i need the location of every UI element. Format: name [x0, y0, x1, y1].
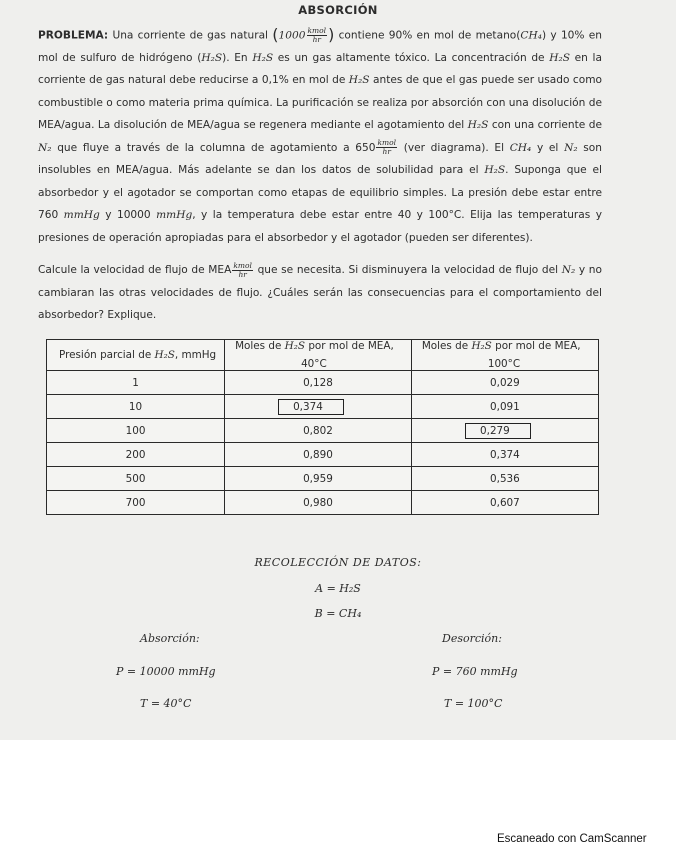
problem-text: , y la temperatura debe estar entre 40 y 100°C. Elija las temperaturas y presiones de operación apropiadas para el absorbedor y el agotador (pueden ser diferentes). [38, 209, 603, 244]
desorption-label: Desorción: [442, 632, 502, 645]
formula-n2: N₂ [561, 264, 576, 276]
unit-denominator: hr [312, 34, 321, 44]
absorption-pressure: P = 10000 mmHg [116, 665, 216, 678]
problem-statement: PROBLEMA: Una corriente de gas natural (1000 $\frac{\text{kmol}}{hr}$ ) contiene 90% en mol de metano(CH₄) y 10% en mol de sulfuro de hidrógeno (H₂S). En H₂S es un gas altamente tóxico. La concentración de H₂S en la corriente de gas natural debe reducirse a 0,1% en mol de H₂S antes de que el gas puede ser usado como combustible o como materia prima química. La purificación se realiza por absorción con una disolución de MEA/agua. La disolución de MEA/agua se regenera mediante el agotamiento del H₂S con una corriente de N₂ que fluye a través de la columna de agotamiento a 650 $\frac{\text{kmol}}{hr}$ (ver diagrama). El CH₄ y el N₂ son insolubles en MEA/agua. Más adelante se dan los datos de solubilidad para el H₂S. Suponga que el absorbedor y el agotador se comportan como etapas de equilibrio simples. La presión debe estar entre 760 mmHg y 10000 mmHg, y la temperatura debe estar entre 40 y 100°C. Elija las temperaturas y presiones de operación apropiadas para el absorbedor y el agotador (pueden ser diferentes). [38, 25, 603, 244]
problem-text: contiene 90% en mol de metano( [334, 29, 521, 42]
formula-h2s: H₂S [154, 349, 175, 361]
unit-mmhg: mmHg [63, 209, 100, 222]
question-text: Calcule la velocidad de flujo de MEA [38, 264, 232, 276]
problem-text: ) y 10% en mol de sulfuro de hidrógeno ( [38, 29, 602, 64]
page-title: ABSORCIÓN [298, 3, 378, 17]
header-text: Moles de [235, 340, 285, 352]
cell-pressure: 500 [47, 467, 225, 491]
cell-moles-40: 0,128 [225, 371, 412, 395]
header-text: Moles de [421, 340, 472, 352]
formula-h2s: H₂S [252, 51, 274, 64]
cell-moles-100: 0,029 [411, 371, 598, 395]
cell-moles-40: 0,802 [225, 419, 412, 443]
problem-text: que fluye a través de la columna de agotamiento a 650 [51, 141, 376, 154]
cell-moles-100: 0,607 [411, 491, 598, 515]
table-row [47, 467, 599, 491]
question-text: y no cambiaran las otras velocidades de flujo. ¿Cuáles serán las consecuencias para el comportamiento del absorbedor? Explique. [38, 264, 602, 321]
desorption-temperature: T = 100°C [444, 697, 503, 710]
table-row [47, 371, 599, 395]
problem-text: y 10000 [99, 209, 157, 222]
table-row [47, 395, 599, 419]
problem-text: antes de que el gas puede ser usado como combustible o como materia prima química. La purificación se realiza por absorción con una disolución de MEA/agua. La disolución de MEA/agua se regenera mediante el agotamiento del [38, 74, 602, 132]
problem-text: ). En [222, 51, 253, 64]
header-temp: 100°C [487, 358, 521, 370]
cell-moles-100: 0,374 [411, 443, 598, 467]
question-statement [38, 259, 602, 327]
problem-label: PROBLEMA: [38, 29, 109, 42]
header-pressure [47, 340, 225, 371]
highlighted-value-box: 0,374 [278, 399, 344, 415]
table-header-row [47, 340, 599, 371]
solubility-table [46, 339, 599, 515]
header-text: por mol de MEA, [305, 340, 394, 352]
header-text: por mol de MEA, [491, 340, 581, 352]
cell-moles-40: 0,959 [225, 467, 412, 491]
header-text: Presión parcial de [59, 349, 155, 361]
formula-h2s: H₂S [201, 51, 223, 64]
equation-b: B = CH₄ [314, 607, 362, 620]
formula-n2: N₂ [38, 141, 52, 154]
problem-text: son insolubles en MEA/agua. Más adelante se dan los datos de solubilidad para el [38, 141, 602, 177]
unit-fraction [307, 27, 328, 44]
table-row [47, 443, 599, 467]
problem-text: (ver diagrama). El [398, 141, 510, 154]
problem-text: Una corriente de gas natural [108, 29, 273, 42]
absorption-temperature: T = 40°C [140, 697, 192, 710]
cell-pressure: 200 [47, 443, 225, 467]
unit-mmhg: mmHg [156, 209, 193, 222]
unit-fraction [232, 262, 253, 279]
formula-ch4: CH₄ [509, 141, 532, 154]
header-temp: 40°C [301, 358, 327, 370]
unit-denominator: hr [382, 147, 391, 157]
unit-fraction [376, 139, 397, 156]
formula-h2s: H₂S [484, 164, 506, 177]
cell-moles-40: 0,980 [225, 491, 412, 515]
problem-text: es un gas altamente tóxico. La concentración de [273, 51, 550, 64]
problem-text: y el [531, 141, 565, 154]
equation-a: A = H₂S [315, 582, 361, 595]
cell-pressure: 10 [47, 395, 225, 419]
desorption-pressure: P = 760 mmHg [432, 665, 518, 678]
problem-text: con una corriente de [488, 119, 602, 132]
formula-ch4: CH₄ [520, 29, 542, 42]
header-text: , mmHg [174, 349, 217, 361]
unit-numerator: kmol [307, 25, 327, 35]
cell-moles-100: 0,536 [411, 467, 598, 491]
formula-h2s: H₂S [284, 340, 306, 352]
camscanner-watermark: Escaneado con CamScanner [497, 833, 647, 845]
header-moles-100 [411, 340, 598, 371]
cell-moles-40: 0,890 [225, 443, 412, 467]
formula-h2s: H₂S [549, 51, 570, 64]
table-row [47, 491, 599, 515]
cell-pressure: 1 [47, 371, 225, 395]
cell-pressure: 100 [47, 419, 225, 443]
unit-denominator: hr [238, 269, 247, 279]
formula-h2s: H₂S [467, 119, 489, 132]
table-row [47, 419, 599, 443]
header-moles-40 [225, 340, 412, 371]
formula-n2: N₂ [564, 141, 578, 154]
formula-h2s: H₂S [471, 340, 492, 352]
cell-moles-40 [225, 395, 412, 419]
unit-numerator: kmol [377, 138, 397, 148]
data-collection-heading: RECOLECCIÓN DE DATOS: [254, 556, 422, 569]
flow-value: 1000 [278, 29, 306, 42]
unit-numerator: kmol [233, 260, 252, 270]
question-text: que se necesita. Si disminuyera la velocidad de flujo del [253, 264, 562, 276]
problem-text: . Suponga que el absorbedor y el agotador se comportan como etapas de equilibrio simples. La presión debe estar entre 760 [38, 164, 602, 222]
absorption-label: Absorción: [140, 632, 200, 645]
cell-pressure: 700 [47, 491, 225, 515]
cell-moles-100 [411, 419, 598, 443]
formula-h2s: H₂S [348, 74, 370, 87]
highlighted-value-box: 0,279 [465, 423, 531, 439]
cell-moles-100: 0,091 [411, 395, 598, 419]
problem-text: en la corriente de gas natural debe reducirse a 0,1% en mol de [38, 51, 602, 87]
